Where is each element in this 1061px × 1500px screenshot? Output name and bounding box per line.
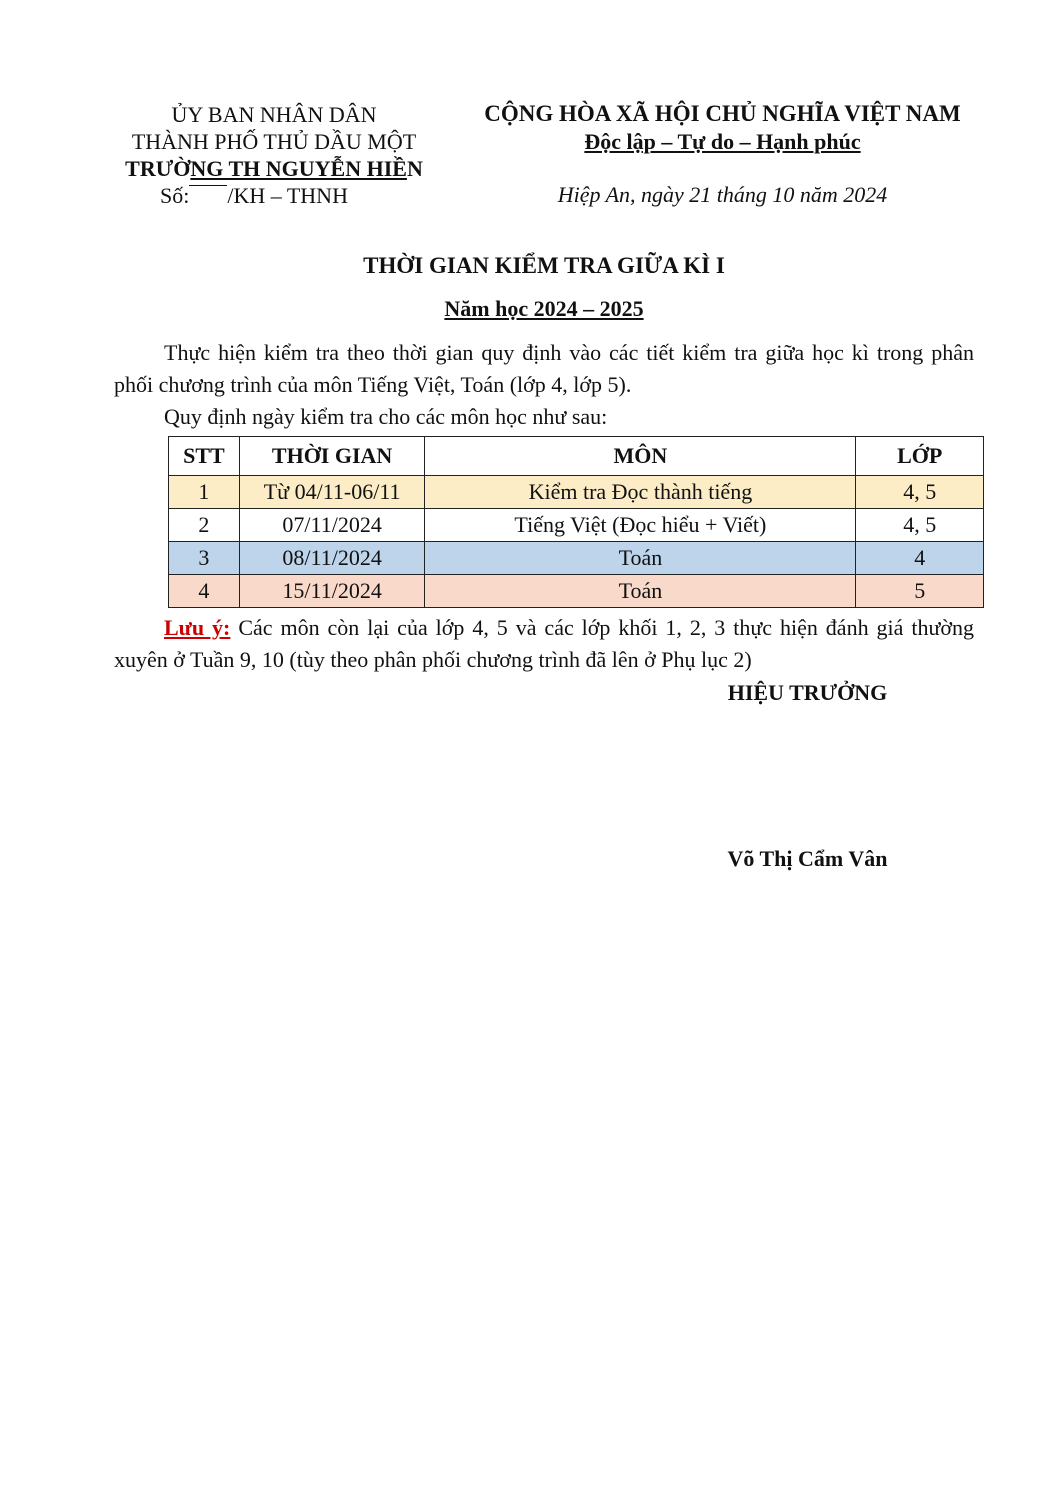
signer-name: Võ Thị Cẩm Vân xyxy=(727,846,888,871)
cell-grade: 4, 5 xyxy=(856,509,984,542)
cell-subject: Toán xyxy=(425,542,856,575)
cell-time: Từ 04/11-06/11 xyxy=(239,476,425,509)
national-motto-text: Độc lập – Tự do – Hạnh phúc xyxy=(584,129,861,154)
header-grade: LỚP xyxy=(856,437,984,476)
cell-time: 07/11/2024 xyxy=(239,509,425,542)
national-title: CỘNG HÒA XÃ HỘI CHỦ NGHĨA VIỆT NAM xyxy=(484,101,961,126)
note-label: Lưu ý: xyxy=(164,615,231,640)
school-year-text: Năm học 2024 – 2025 xyxy=(444,296,644,321)
signature-title: HIỆU TRƯỞNG xyxy=(727,680,888,705)
table-row xyxy=(169,542,984,575)
document-title: THỜI GIAN KIỂM TRA GIỮA KÌ I xyxy=(363,253,725,278)
school-name xyxy=(114,156,434,182)
document-number xyxy=(160,183,348,209)
note-paragraph xyxy=(114,612,974,676)
school-name-underlined: NG TH NGUYỄN HIỀ xyxy=(190,156,407,181)
school-name-prefix: TRƯỜ xyxy=(125,156,191,181)
cell-grade: 4, 5 xyxy=(856,476,984,509)
school-name-suffix: N xyxy=(406,156,423,181)
document-number-label: Số: xyxy=(160,183,190,208)
cell-time: 08/11/2024 xyxy=(239,542,425,575)
table-row xyxy=(169,476,984,509)
header-stt: STT xyxy=(169,437,240,476)
table-row xyxy=(169,509,984,542)
schedule-intro: Quy định ngày kiểm tra cho các môn học như sau: xyxy=(164,404,608,429)
cell-stt: 1 xyxy=(169,476,240,509)
school-year xyxy=(114,296,974,322)
city-name: THÀNH PHỐ THỦ DẦU MỘT xyxy=(131,129,417,154)
date-line: Hiệp An, ngày 21 tháng 10 năm 2024 xyxy=(557,182,888,207)
table-header-row xyxy=(169,437,984,476)
cell-subject: Toán xyxy=(425,575,856,608)
cell-grade: 4 xyxy=(856,542,984,575)
cell-stt: 3 xyxy=(169,542,240,575)
intro-paragraph: Thực hiện kiểm tra theo thời gian quy định vào các tiết kiểm tra giữa học kì trong phân phối chương trình của môn Tiếng Việt, Toán (lớp 4, lớp 5). xyxy=(114,340,974,397)
cell-stt: 2 xyxy=(169,509,240,542)
cell-subject: Tiếng Việt (Đọc hiểu + Viết) xyxy=(425,509,856,542)
exam-schedule-table xyxy=(168,436,984,608)
header-subject: MÔN xyxy=(425,437,856,476)
note-text: Các môn còn lại của lớp 4, 5 và các lớp khối 1, 2, 3 thực hiện đánh giá thường xuyên ở Tuần 9, 10 (tùy theo phân phối chương trình đã lên ở Phụ lục 2) xyxy=(114,615,974,672)
cell-time: 15/11/2024 xyxy=(239,575,425,608)
table-row xyxy=(169,575,984,608)
document-number-code: /KH – THNH xyxy=(227,183,348,208)
cell-subject: Kiểm tra Đọc thành tiếng xyxy=(425,476,856,509)
national-motto xyxy=(470,129,975,155)
issuing-authority: ỦY BAN NHÂN DÂN xyxy=(171,102,377,127)
cell-grade: 5 xyxy=(856,575,984,608)
document-number-blank xyxy=(189,185,227,187)
header-time: THỜI GIAN xyxy=(239,437,425,476)
cell-stt: 4 xyxy=(169,575,240,608)
